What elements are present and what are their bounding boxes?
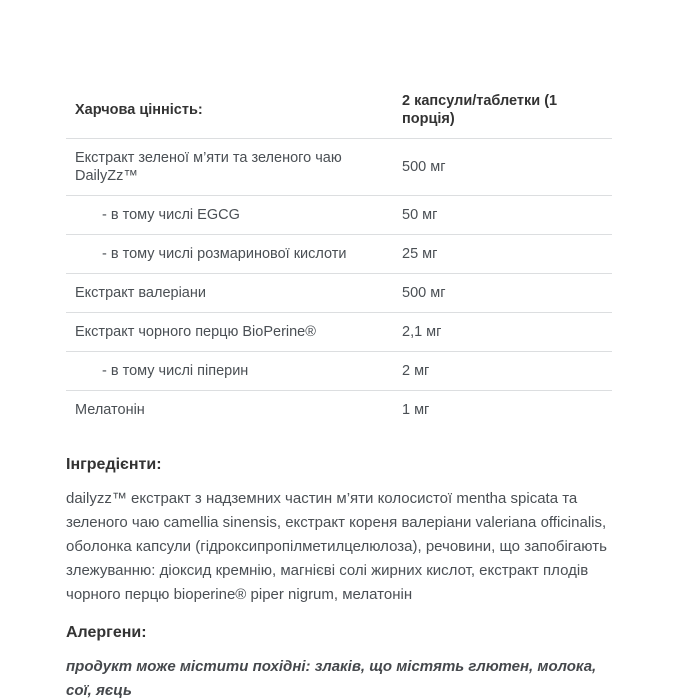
nutrient-row [66, 313, 612, 352]
nutrient-value: 2,1 мг [402, 324, 442, 340]
nutrient-row [66, 235, 612, 274]
table-header-label: Харчова цінність: [75, 102, 203, 118]
nutrient-label: Екстракт валеріани [75, 285, 206, 301]
allergens-heading: Алергени: [66, 624, 147, 641]
nutrient-row [66, 391, 612, 429]
nutrient-value: 1 мг [402, 402, 430, 418]
ingredients-text: dailyzz™ екстракт з надземних частин м’яти колосистої mentha spicata та зеленого чаю camellia sinensis, екстракт кореня валеріани valeriana officinalis, оболонка капсули (гідроксипропілметилцелюлоза), речовини, що запобігають злежуванню: діоксид кремнію, магнієві солі жирних кислот, екстракт плодів чорного перцю bioperine® piper nigrum, мелатонін [66, 490, 607, 603]
nutrient-value: 500 мг [402, 285, 446, 301]
nutrient-label: Екстракт чорного перцю BioPerine® [75, 324, 316, 340]
nutrient-value: 2 мг [402, 363, 430, 379]
nutrition-section [66, 82, 612, 700]
nutrient-value: 50 мг [402, 207, 438, 223]
table-header-value: 2 капсули/таблетки (1 порція) [402, 93, 558, 127]
nutrition-table [66, 82, 612, 429]
nutrient-row [66, 352, 612, 391]
nutrient-row [66, 274, 612, 313]
ingredients-heading: Інгредієнти: [66, 456, 162, 473]
nutrient-value: 500 мг [402, 159, 446, 175]
nutrient-label: - в тому числі EGCG [102, 207, 240, 223]
table-header-row [66, 82, 612, 139]
nutrient-label: Мелатонін [75, 402, 145, 418]
nutrient-label: Екстракт зеленої м’яти та зеленого чаю DailyZz™ [75, 150, 342, 184]
nutrient-label: - в тому числі піперин [102, 363, 249, 379]
nutrient-row [66, 139, 612, 196]
nutrient-value: 25 мг [402, 246, 438, 262]
allergens-text: продукт може містити похідні: злаків, що містять глютен, молока, сої, яєць [66, 658, 597, 699]
nutrient-label: - в тому числі розмаринової кислоти [102, 246, 347, 262]
nutrient-row [66, 196, 612, 235]
